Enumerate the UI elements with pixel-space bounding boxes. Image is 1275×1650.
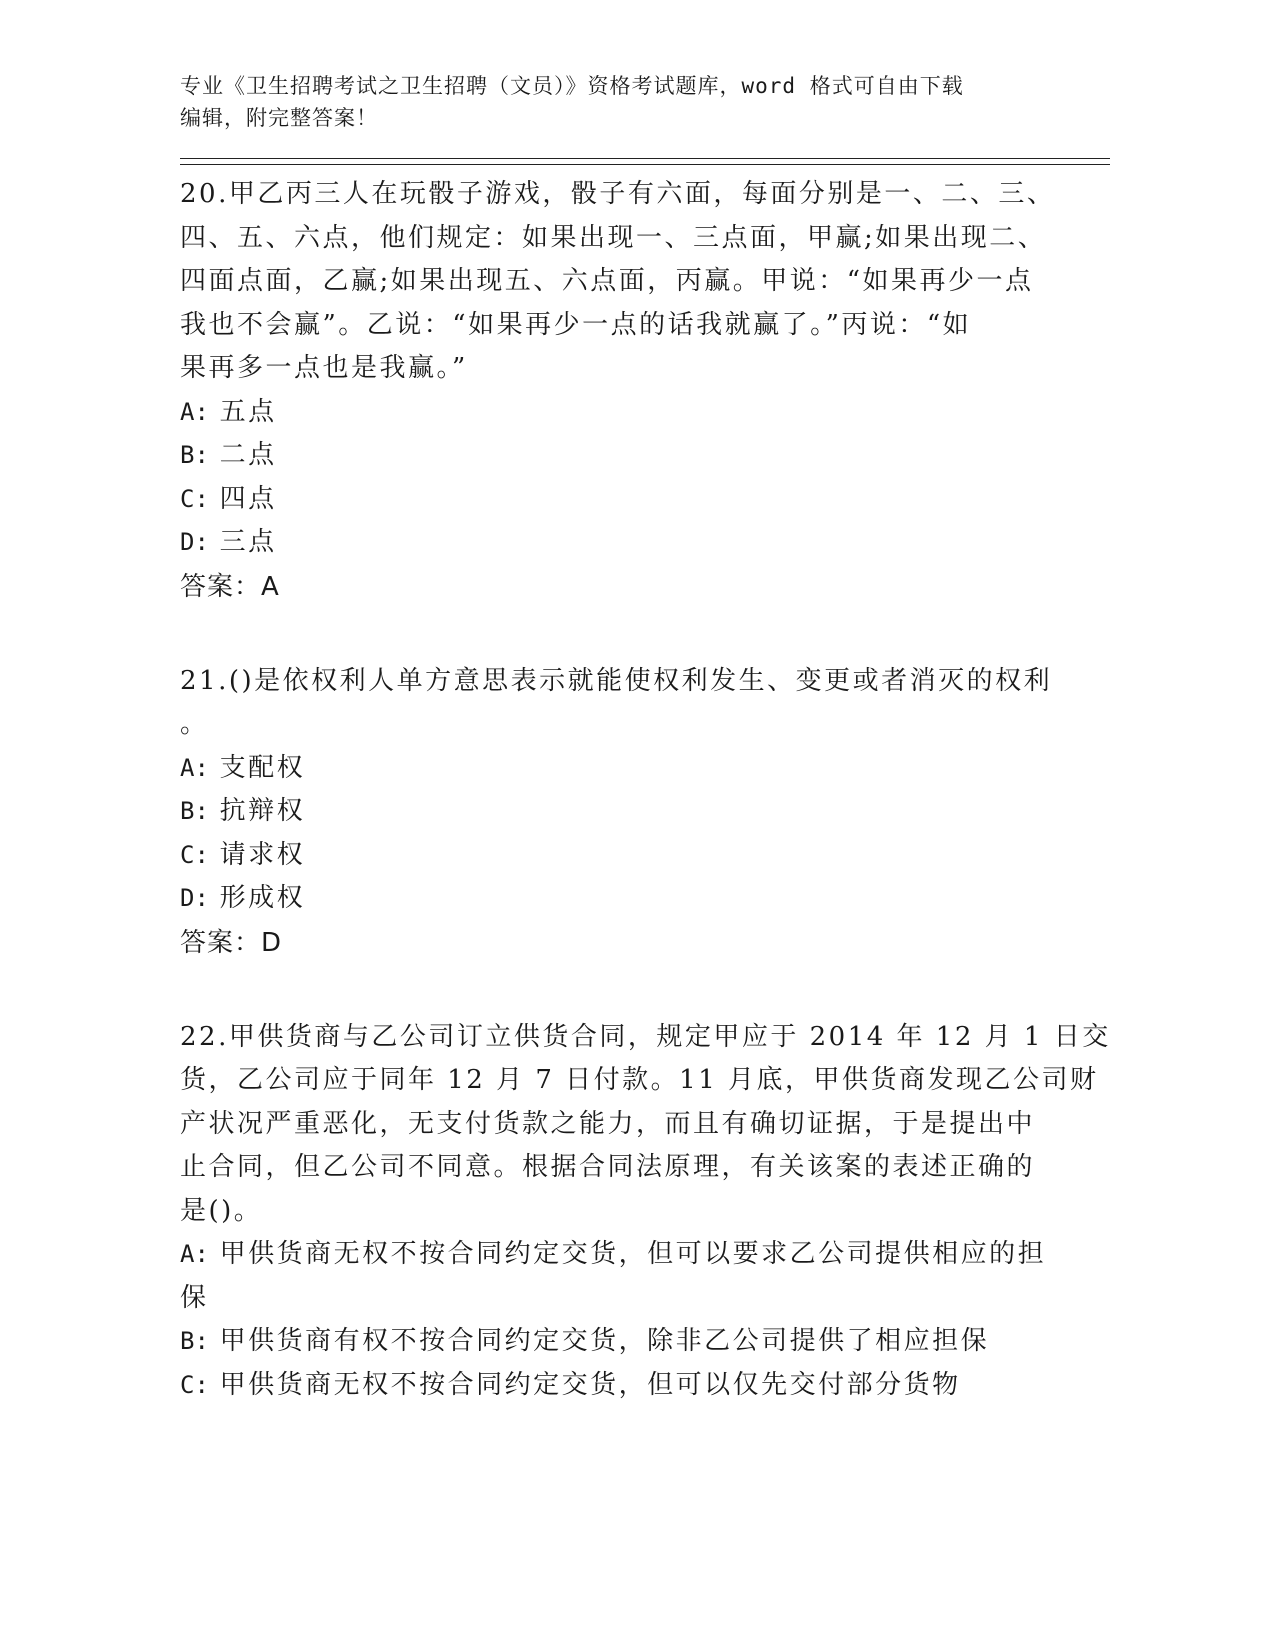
option-text: 甲供货商无权不按合同约定交货，但可以要求乙公司提供相应的担 <box>219 1239 1047 1269</box>
option-c <box>180 1364 1110 1408</box>
option-text: 五点 <box>219 396 277 427</box>
option-letter: C: <box>180 484 209 513</box>
option-a <box>180 391 1110 435</box>
option-letter: D: <box>180 528 209 556</box>
option-letter: A: <box>180 397 209 426</box>
question-text-line: 是()。 <box>180 1195 263 1226</box>
header-line-1: 专业《卫生招聘考试之卫生招聘（文员）》资格考试题库，word 格式可自由下载 <box>180 74 964 98</box>
option-c <box>180 834 1110 878</box>
question-20 <box>180 173 1110 609</box>
question-spacer <box>180 609 1110 652</box>
question-text-line: 20.甲乙丙三人在玩骰子游戏，骰子有六面，每面分别是一、二、三、 <box>180 179 1056 209</box>
option-text: 请求权 <box>219 839 306 870</box>
header-line-2: 编辑，附完整答案！ <box>180 106 378 130</box>
option-d <box>180 877 1110 921</box>
option-text: 甲供货商有权不按合同约定交货，除非乙公司提供了相应担保 <box>219 1326 990 1356</box>
question-22 <box>180 1016 1110 1408</box>
option-text: 形成权 <box>219 883 306 913</box>
option-letter: C: <box>180 840 209 869</box>
question-text-line: 我也不会赢”。乙说：“如果再少一点的话我就赢了。”丙说：“如 <box>180 309 972 340</box>
option-d <box>180 521 1110 565</box>
question-21 <box>180 660 1110 965</box>
option-b <box>180 1320 1110 1364</box>
option-letter: D: <box>180 884 209 912</box>
option-a <box>180 1233 1110 1277</box>
option-text: 二点 <box>219 440 277 470</box>
answer-label: 答案：D <box>180 927 283 958</box>
option-text: 四点 <box>219 483 277 514</box>
option-text: 三点 <box>219 527 277 557</box>
option-letter: A: <box>180 1240 209 1268</box>
question-text-line: 四面点面，乙赢;如果出现五、六点面，丙赢。甲说：“如果再少一点 <box>180 266 1034 296</box>
option-b <box>180 434 1110 478</box>
question-text-line: 。 <box>180 709 209 739</box>
question-spacer <box>180 965 1110 1008</box>
option-c <box>180 478 1110 522</box>
option-letter: B: <box>180 797 209 825</box>
question-text-line: 货，乙公司应于同年 12 月 7 日付款。11 月底，甲供货商发现乙公司财 <box>180 1065 1099 1095</box>
option-a <box>180 747 1110 791</box>
option-a-continued <box>180 1277 1110 1321</box>
question-text-line: 四、五、六点，他们规定：如果出现一、三点面，甲赢;如果出现二、 <box>180 222 1047 253</box>
option-letter: B: <box>180 441 209 469</box>
option-b <box>180 790 1110 834</box>
question-text-line: 21.()是依权利人单方意思表示就能使权利发生、变更或者消灭的权利 <box>180 665 1053 696</box>
option-text: 甲供货商无权不按合同约定交货，但可以仅先交付部分货物 <box>219 1369 961 1400</box>
header-divider <box>180 158 1110 165</box>
question-text-line: 止合同，但乙公司不同意。根据合同法原理，有关该案的表述正确的 <box>180 1152 1036 1182</box>
option-letter: B: <box>180 1327 209 1355</box>
question-text-line: 22.甲供货商与乙公司订立供货合同，规定甲应于 2014 年 12 月 1 日交 <box>180 1021 1111 1052</box>
document-page <box>180 70 1110 1407</box>
option-text: 抗辩权 <box>219 796 306 826</box>
question-text-line: 果再多一点也是我赢。” <box>180 353 468 383</box>
option-letter: C: <box>180 1370 209 1399</box>
option-letter: A: <box>180 753 209 782</box>
option-text: 支配权 <box>219 752 306 783</box>
question-text-line: 产状况严重恶化，无支付货款之能力，而且有确切证据，于是提出中 <box>180 1108 1036 1139</box>
option-text: 保 <box>180 1282 209 1313</box>
answer-label: 答案：A <box>180 571 280 602</box>
